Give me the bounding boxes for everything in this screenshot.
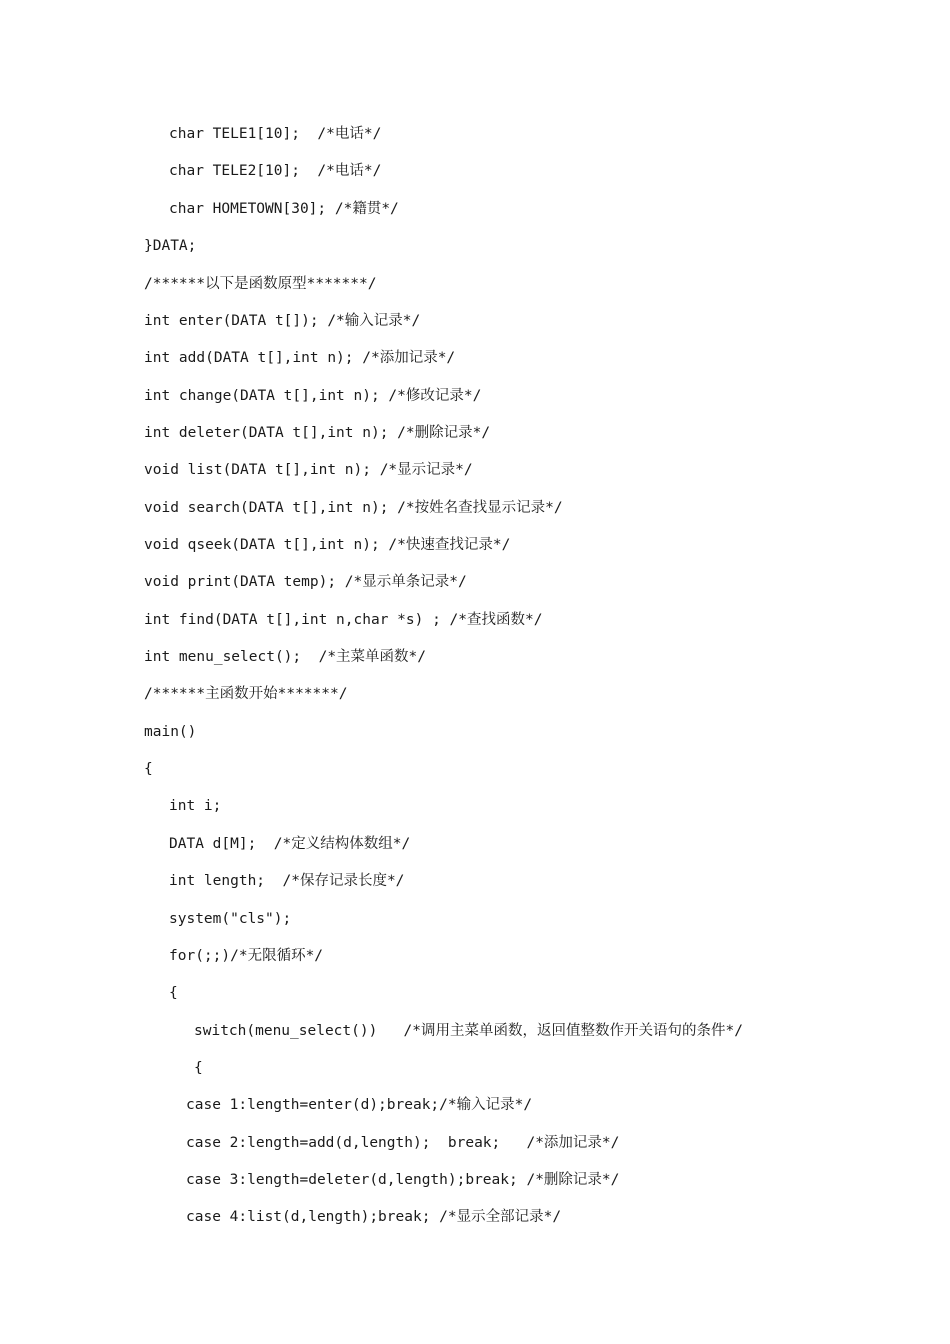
code-line: { [169,985,178,1001]
code-line: int add(DATA t[],int n); /*添加记录*/ [144,350,456,366]
code-line: case 4:list(d,length);break; /*显示全部记录*/ [186,1209,562,1225]
code-line: DATA d[M]; /*定义结构体数组*/ [169,836,411,852]
code-line: void qseek(DATA t[],int n); /*快速查找记录*/ [144,537,511,553]
code-line: switch(menu_select()) /*调用主菜单函数，返回值整数作开关语句的条件*/ [194,1023,743,1039]
code-line: int change(DATA t[],int n); /*修改记录*/ [144,388,482,404]
code-line: int length; /*保存记录长度*/ [169,873,405,889]
code-line: case 2:length=add(d,length); break; /*添加记录*/ [186,1135,620,1151]
code-line: { [194,1060,203,1076]
code-line: void list(DATA t[],int n); /*显示记录*/ [144,462,473,478]
code-line: case 3:length=deleter(d,length);break; /*删除记录*/ [186,1172,620,1188]
code-line: { [144,761,153,777]
code-line: char TELE1[10]; /*电话*/ [169,126,382,142]
code-line: int find(DATA t[],int n,char *s) ; /*查找函数*/ [144,612,543,628]
code-line: char TELE2[10]; /*电话*/ [169,163,382,179]
code-line: /******主函数开始*******/ [144,686,348,702]
code-line: case 1:length=enter(d);break;/*输入记录*/ [186,1097,533,1113]
code-line: for(;;)/*无限循环*/ [169,948,324,964]
code-line: int deleter(DATA t[],int n); /*删除记录*/ [144,425,491,441]
code-line: }DATA; [144,238,197,254]
code-line: char HOMETOWN[30]; /*籍贯*/ [169,201,399,217]
code-line: int menu_select(); /*主菜单函数*/ [144,649,427,665]
code-line: main() [144,724,197,740]
code-line: void search(DATA t[],int n); /*按姓名查找显示记录*/ [144,500,563,516]
code-line: int i; [169,798,222,814]
code-line: /******以下是函数原型*******/ [144,276,377,292]
code-line: system("cls"); [169,911,292,927]
code-line: int enter(DATA t[]); /*输入记录*/ [144,313,421,329]
code-line: void print(DATA temp); /*显示单条记录*/ [144,574,467,590]
